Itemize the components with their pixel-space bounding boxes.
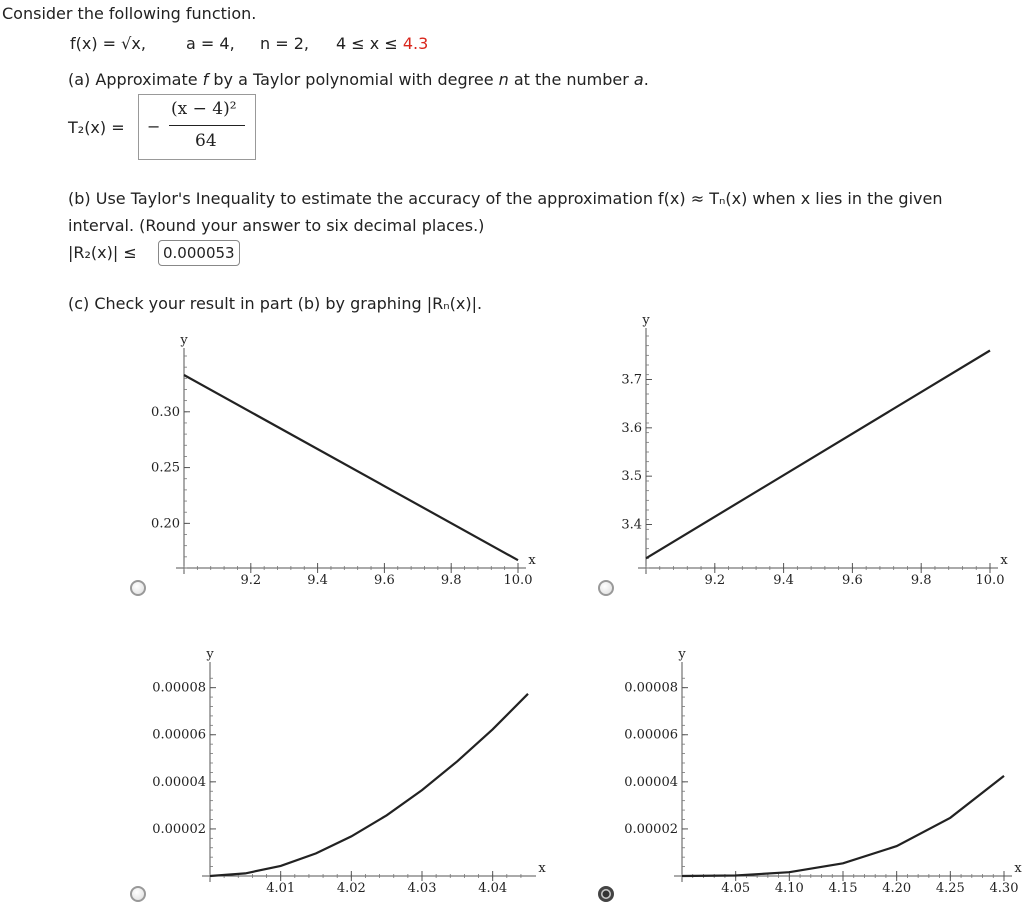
graph-option-3 [140, 647, 560, 900]
part-a-prompt: (a) Approximate f by a Taylor polynomial with degree n at the number a. [68, 70, 649, 89]
remainder-label: |R₂(x)| ≤ [68, 243, 137, 262]
x-tick-label: 9.2 [704, 573, 726, 588]
y-tick-label: 3.6 [621, 420, 642, 436]
remainder-bound-input[interactable]: 0.000053 [158, 240, 240, 266]
y-tick-label: 0.00004 [624, 774, 678, 790]
data-curve [210, 694, 528, 876]
x-tick-label: 9.4 [307, 573, 328, 588]
answer-denominator: 64 [195, 131, 217, 151]
taylor-poly-answer [138, 94, 256, 160]
x-tick-label: 4.01 [266, 881, 296, 896]
y-tick-label: 0.00004 [152, 774, 206, 790]
x-tick-label: 9.6 [374, 573, 395, 588]
y-tick-label: 0.25 [151, 460, 180, 476]
x-tick-label: 4.04 [478, 881, 508, 896]
fraction-bar [169, 125, 245, 126]
degree-value: n = 2, [260, 34, 309, 53]
y-tick-label: 0.00008 [624, 680, 678, 696]
y-axis-label: y [678, 647, 686, 662]
data-curve [682, 776, 1004, 876]
graph-option-1 [140, 333, 560, 596]
y-axis-label: y [180, 333, 188, 348]
part-b-prompt-line2: interval. (Round your answer to six decimal places.) [68, 216, 485, 235]
y-tick-label: 3.7 [621, 372, 642, 388]
x-tick-label: 4.05 [721, 881, 751, 896]
center-value: a = 4, [186, 34, 235, 53]
x-axis-label: x [1000, 553, 1008, 568]
x-axis-label: x [528, 553, 536, 568]
y-axis-label: y [642, 313, 650, 328]
x-tick-label: 4.03 [407, 881, 437, 896]
y-tick-label: 3.4 [621, 517, 642, 533]
y-tick-label: 0.00006 [152, 727, 206, 743]
y-tick-label: 0.00002 [152, 821, 206, 837]
interval: 4 ≤ x ≤ 4.3 [336, 34, 429, 53]
graph-option-4 [606, 647, 1024, 900]
x-tick-label: 9.8 [910, 573, 932, 588]
data-curve [184, 375, 518, 560]
y-tick-label: 3.5 [621, 469, 642, 485]
graph-option-2 [606, 313, 1024, 596]
x-tick-label: 4.20 [882, 881, 912, 896]
x-tick-label: 9.6 [842, 573, 863, 588]
interval-end: 4.3 [402, 34, 429, 53]
x-tick-label: 9.2 [240, 573, 262, 588]
x-tick-label: 9.4 [773, 573, 794, 588]
x-tick-label: 4.10 [774, 881, 804, 896]
y-tick-label: 0.00006 [624, 727, 678, 743]
x-tick-label: 10.0 [503, 573, 533, 588]
part-b-prompt-line1: (b) Use Taylor's Inequality to estimate the accuracy of the approximation f(x) ≈ Tₙ(x) when x lies in the given [68, 189, 943, 208]
y-axis-label: y [206, 647, 214, 662]
x-tick-label: 9.8 [440, 573, 462, 588]
y-tick-label: 0.20 [151, 516, 180, 532]
taylor-poly-label: T₂(x) = [68, 118, 125, 137]
x-tick-label: 4.02 [336, 881, 366, 896]
y-tick-label: 0.30 [151, 404, 180, 420]
y-tick-label: 0.00002 [624, 821, 678, 837]
x-tick-label: 4.25 [935, 881, 965, 896]
answer-numerator: (x − 4)² [171, 99, 237, 119]
intro-text: Consider the following function. [2, 4, 257, 23]
x-tick-label: 4.30 [989, 881, 1019, 896]
x-tick-label: 4.15 [828, 881, 858, 896]
x-axis-label: x [538, 861, 546, 876]
x-axis-label: x [1014, 861, 1022, 876]
y-tick-label: 0.00008 [152, 680, 206, 696]
answer-sign: − [147, 117, 161, 136]
function-definition: f(x) = √x, [70, 34, 146, 53]
data-curve [646, 351, 990, 559]
x-tick-label: 10.0 [975, 573, 1005, 588]
part-c-prompt: (c) Check your result in part (b) by graphing |Rₙ(x)|. [68, 294, 483, 313]
